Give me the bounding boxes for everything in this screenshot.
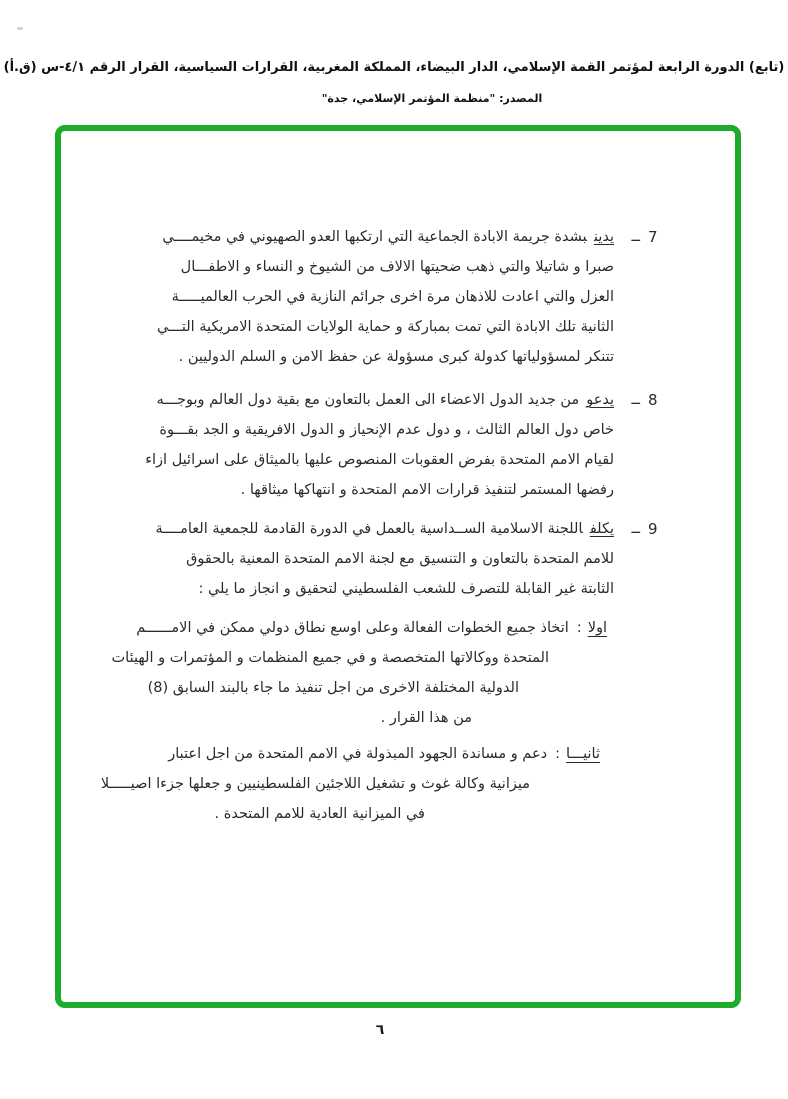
- text-line: المتحدة ووكالاتها المتخصصة و في جميع المنظمات و المؤتمرات و الهيئات: [111, 650, 549, 666]
- text-line: الدولية المختلفة الاخرى من اجل تنفيذ ما جاء بالبند السابق (8): [147, 680, 519, 696]
- text-line: لقيام الامم المتحدة بفرض العقوبات المنصوص عليها بالميثاق على اسرائيل ازاء: [145, 452, 614, 468]
- text-line: صبرا و شاتيلا والتي ذهب ضحيتها الالاف من الشيوخ و النساء و الاطفـــال: [180, 259, 614, 275]
- item-text: [112, 385, 614, 505]
- line-rest: من جديد الدول الاعضاء الى العمل بالتعاون مع بقية دول العالم وبوجـــه: [156, 392, 580, 408]
- underlined-word: يدعو: [586, 392, 614, 408]
- text-line: [112, 514, 614, 544]
- text-line: من هذا القرار .: [380, 710, 472, 726]
- text-line: [112, 739, 600, 769]
- text-line: تتنكر لمسؤولياتها كدولة كبرى مسؤولة عن حفظ الامن و السلم الدوليين .: [178, 349, 614, 365]
- text-line: خاص دول العالم الثالث ، و دول عدم الإنحياز و الدول الافريقية و الجد بقـــوة: [159, 422, 614, 438]
- item-dash: ــ: [631, 392, 640, 408]
- text-line: في الميزانية العادية للامم المتحدة .: [214, 806, 425, 822]
- line-rest: اللجنة الاسلامية الســداسية بالعمل في الدورة القادمة للجمعية العامــــة: [155, 521, 583, 537]
- line-rest: دعم و مساندة الجهود المبذولة في الامم المتحدة من اجل اعتبار: [168, 746, 548, 762]
- document-source-line: المصدر: "منظمة المؤتمر الإسلامي، جدة": [321, 92, 543, 105]
- text-line: [112, 613, 607, 643]
- resolution-item-7: [112, 222, 662, 372]
- resolution-item-8: [112, 385, 662, 505]
- sub-item-first: [112, 613, 607, 733]
- text-line: [112, 385, 614, 415]
- sub-item-second: [100, 739, 600, 829]
- text-line: العزل والتي اعادت للاذهان مرة اخرى جرائم النازية في الحرب العالميـــــة: [171, 289, 614, 305]
- text-line: الثانية تلك الابادة التي تمت بمباركة و حماية الولايات المتحدة الامريكية التـــي: [156, 319, 614, 335]
- item-number: 7: [648, 228, 658, 246]
- document-header-title: (تابع) الدورة الرابعة لمؤتمر القمة الإسلامي، الدار البيضاء، المملكة المغربية، القرارات السياسية، القرار الرقم ٤/١-س (ق.أ): [3, 60, 785, 75]
- document-body: [100, 222, 662, 829]
- resolution-item-9: [112, 514, 662, 604]
- text-line: ميزانية وكالة غوث و تشغيل اللاجئين الفلسطينيين و جعلها جزءا اصيـــــلا: [100, 776, 530, 792]
- line-rest: اتخاذ جميع الخطوات الفعالة وعلى اوسع نطاق دولي ممكن في الامــــــم: [136, 620, 569, 636]
- item-number: 8: [648, 391, 658, 409]
- text-line: رفضها المستمر لتنفيذ قرارات الامم المتحدة و انتهاكها ميثاقها .: [240, 482, 614, 498]
- item-dash: ــ: [631, 521, 640, 537]
- underlined-word: يدين: [593, 229, 614, 245]
- underlined-label: اولا: [587, 620, 607, 636]
- line-rest: بشدة جريمة الابادة الجماعية التي ارتكبها العدو الصهيوني في مخيمــــي: [162, 229, 587, 245]
- label-separator: :: [555, 746, 560, 762]
- text-line: الثابتة غير القابلة للتصرف للشعب الفلسطيني لتحقيق و انجاز ما يلي :: [198, 581, 614, 597]
- scan-artifact-mark: [17, 27, 23, 30]
- label-separator: :: [576, 620, 582, 636]
- item-text: [112, 514, 614, 604]
- underlined-word: يكلف: [589, 521, 614, 537]
- item-dash: ــ: [631, 229, 640, 245]
- item-number: 9: [648, 520, 658, 538]
- underlined-label: ثانيـــا: [565, 746, 600, 762]
- item-text: [112, 222, 614, 372]
- text-line: للامم المتحدة بالتعاون و التنسيق مع لجنة الامم المتحدة المعنية بالحقوق: [186, 551, 614, 567]
- text-line: [112, 222, 614, 252]
- page-number: ٦: [375, 1022, 385, 1038]
